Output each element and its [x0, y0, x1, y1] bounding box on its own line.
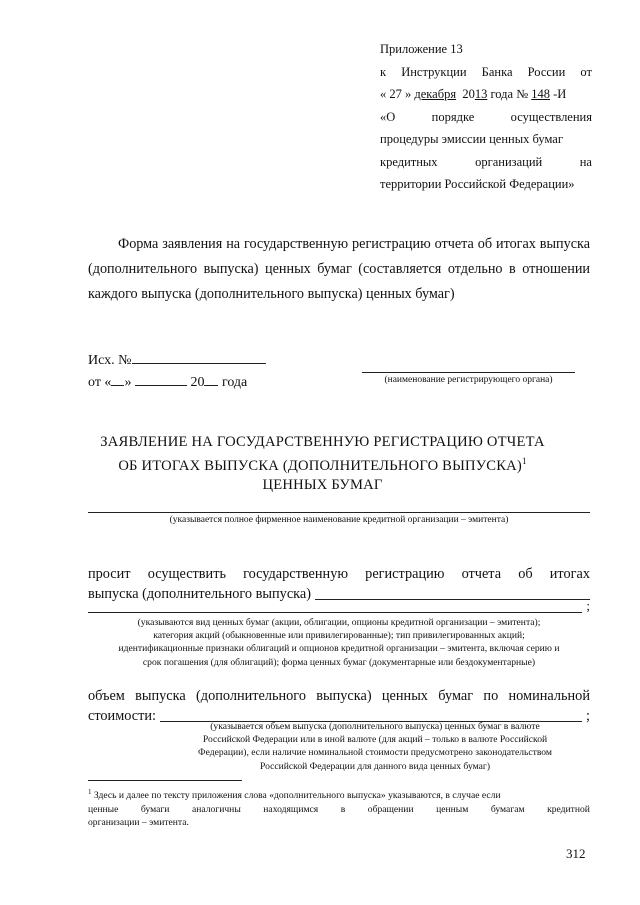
- word: от: [580, 64, 592, 79]
- appendix-line-4: [380, 106, 592, 129]
- appendix-line-6: [380, 151, 592, 174]
- word: кредитных: [380, 154, 438, 169]
- volume-caption: [155, 720, 595, 773]
- word: отчета: [461, 566, 502, 582]
- date-year-field[interactable]: [204, 371, 218, 386]
- outgoing-number-label: Исх. №: [88, 353, 132, 368]
- caption-line: Российской Федерации для данного вида ценных бумаг): [259, 760, 491, 772]
- emitent-caption: (указывается полное фирменное наименование кредитной организации – эмитента): [169, 515, 509, 525]
- footnote-marker: 1: [88, 788, 92, 796]
- word: Инструкции: [401, 64, 467, 79]
- emitent-line: [88, 512, 590, 513]
- date-year-prefix: 20: [190, 375, 205, 390]
- registering-body-caption: (наименование регистрирующего органа): [384, 375, 553, 385]
- appendix-block: [380, 38, 592, 196]
- word: на: [579, 154, 592, 169]
- registering-body-field[interactable]: [362, 372, 575, 385]
- appendix-line-5: процедуры эмиссии ценных бумаг: [380, 132, 563, 146]
- request-line-2-text: выпуска (дополнительного выпуска): [88, 586, 311, 602]
- word: обращении: [367, 803, 414, 815]
- securities-caption: [88, 616, 590, 669]
- caption-line: (указывается объем выпуска (дополнительного выпуска) ценных бумаг в валюте: [210, 721, 540, 732]
- word: выпуска: [135, 688, 186, 704]
- instruction-number: 148: [531, 87, 550, 101]
- word: аналогичны: [191, 803, 241, 815]
- footnote-line-2: [88, 803, 590, 817]
- word: бумаги: [140, 803, 170, 815]
- registering-body-line: [362, 372, 575, 373]
- appendix-line-2: [380, 61, 592, 84]
- date-year-word: года: [221, 375, 248, 390]
- word: организаций: [475, 154, 543, 169]
- outgoing-number-row: [88, 349, 266, 371]
- field-rule: [88, 612, 582, 613]
- heading-line-1: ЗАЯВЛЕНИЕ НА ГОСУДАРСТВЕННУЮ РЕГИСТРАЦИЮ ОТЧЕТА: [100, 434, 545, 450]
- word: регистрацию: [365, 566, 445, 582]
- word: кредитной: [547, 803, 590, 815]
- form-title: [88, 232, 590, 307]
- date-open-quote: от «: [88, 375, 112, 390]
- date-mid: года №: [487, 87, 532, 101]
- caption-line: категория акций (обыкновенные или привилегированные); тип привилегированных акций;: [153, 630, 525, 642]
- footnote-ref: 1: [521, 456, 527, 466]
- word: просит: [88, 566, 131, 582]
- footnote-line-1-text: Здесь и далее по тексту приложения слова «дополнительного выпуска» указываются, в случае если: [91, 790, 501, 802]
- semicolon: ;: [586, 598, 590, 613]
- outgoing-block: [88, 349, 266, 393]
- outgoing-date-row: [88, 371, 266, 393]
- word: ценных: [381, 688, 428, 704]
- date-year-suffix: 13: [474, 87, 488, 101]
- caption-line: Российской Федерации или в иной валюте (для акций – только в валюте Российской: [202, 734, 548, 746]
- date-close-quote: »: [124, 375, 132, 390]
- appendix-title: Приложение 13: [380, 42, 463, 56]
- heading-line-2-text: ОБ ИТОГАХ ВЫПУСКА (ДОПОЛНИТЕЛЬНОГО ВЫПУСКА): [118, 457, 522, 474]
- emitent-name-field[interactable]: [88, 512, 590, 525]
- word: об: [518, 566, 533, 582]
- word: осуществить: [147, 566, 226, 582]
- word: находящимся: [263, 803, 319, 815]
- date-day: « 27 »: [380, 87, 415, 101]
- caption-line: идентификационные признаки облигаций и опционов кредитной организации – эмитента, включая серию и: [118, 643, 560, 655]
- footnote-line-3: организации – эмитента.: [88, 817, 189, 829]
- appendix-date-line: [380, 83, 592, 106]
- caption-line: срок погашения (для облигаций); форма ценных бумаг (документарные или бездокументарные): [142, 656, 536, 668]
- volume-label: стоимости:: [88, 708, 156, 724]
- date-month-field[interactable]: [135, 371, 187, 386]
- word: номинальной: [508, 688, 590, 704]
- date-day-field[interactable]: [111, 371, 124, 386]
- volume-line-1: [88, 686, 590, 706]
- word: (дополнительного: [196, 688, 306, 704]
- form-title-text: Форма заявления на государственную регистрацию отчета об итогах выпуска (дополнительного выпуска) ценных бумаг (составляется отдельно в отношении каждого выпуска (дополнительного выпуска) ценных бумаг): [88, 236, 590, 302]
- word: выпуска): [316, 688, 372, 704]
- date-year-prefix: 20: [456, 87, 475, 101]
- footnote-separator: [88, 780, 242, 781]
- caption-line: (указываются вид ценных бумаг (акции, облигации, опционы кредитной организации – эмитента);: [137, 617, 541, 628]
- page-number: 312: [566, 846, 586, 861]
- word: ценные: [88, 803, 119, 815]
- appendix-line-7: территории Российской Федерации»: [380, 177, 575, 191]
- date-month: декабря: [414, 87, 457, 101]
- request-line-1: [88, 564, 590, 584]
- word: к: [380, 64, 387, 79]
- word: по: [483, 688, 499, 704]
- instruction-suffix: -И: [550, 87, 567, 101]
- word: бумаг: [438, 688, 474, 704]
- heading-line-2: [80, 452, 565, 476]
- word: ценным: [436, 803, 469, 815]
- outgoing-number-field[interactable]: [132, 349, 266, 364]
- caption-line: Федерации), если наличие номинальной стоимости предусмотрено законодательством: [197, 747, 552, 759]
- securities-type-field-line-2[interactable]: [88, 598, 590, 614]
- word: Банка: [481, 64, 513, 79]
- word: итогах: [549, 566, 590, 582]
- word: бумагам: [490, 803, 525, 815]
- word: государственную: [243, 566, 349, 582]
- word: в: [340, 803, 346, 815]
- word: России: [527, 64, 566, 79]
- word: порядке: [431, 109, 475, 124]
- semicolon: ;: [586, 708, 590, 724]
- heading-line-3: ЦЕННЫХ БУМАГ: [262, 476, 383, 493]
- footnote-line-1: [88, 786, 590, 803]
- application-heading: [80, 433, 565, 495]
- footnote: [88, 786, 590, 830]
- word: осуществления: [510, 109, 592, 124]
- word: «О: [380, 109, 396, 124]
- word: объем: [88, 688, 125, 704]
